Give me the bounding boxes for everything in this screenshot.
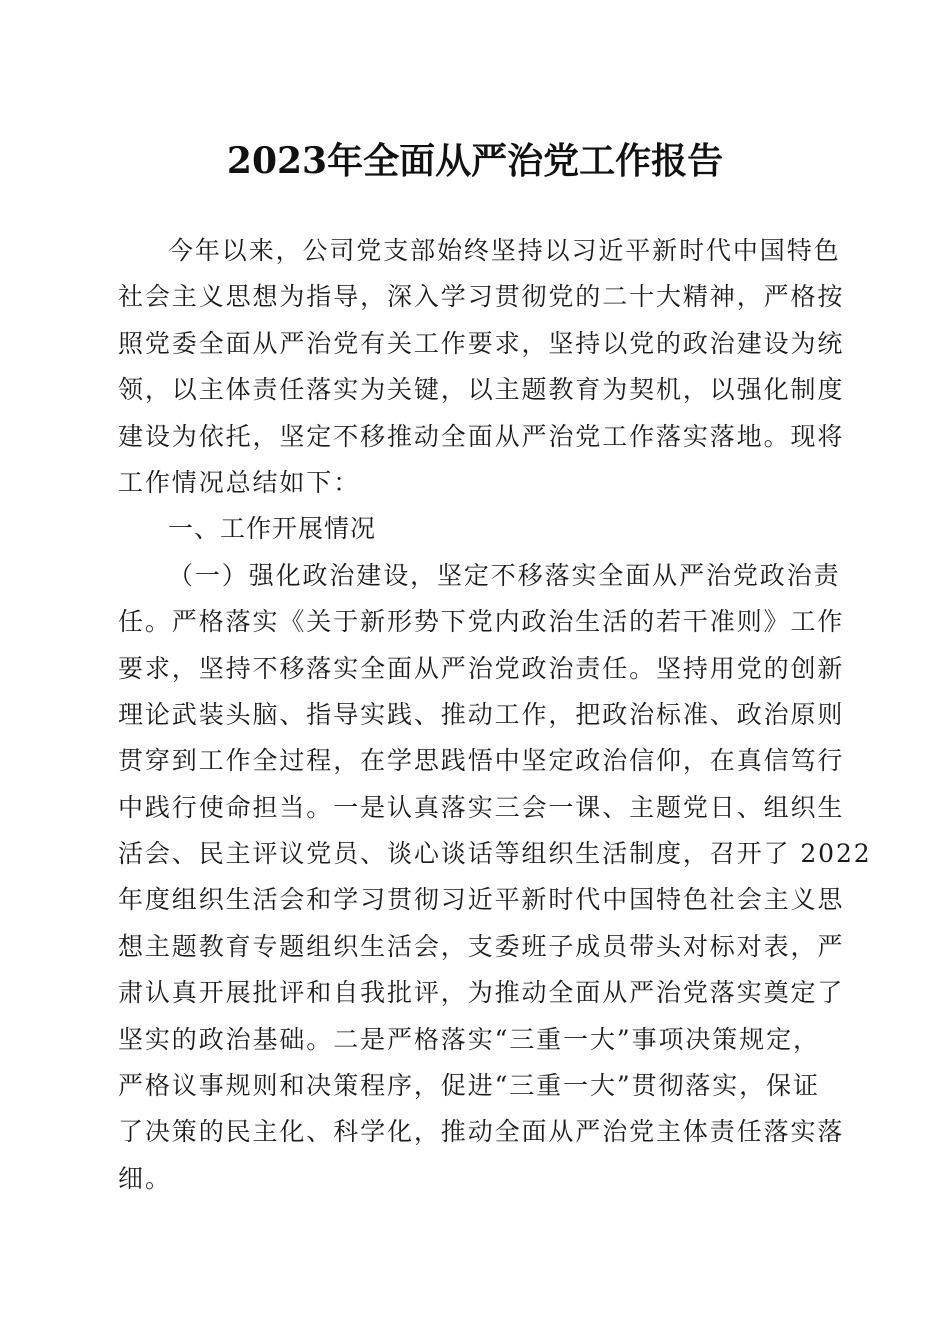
paragraph-line: 肃认真开展批评和自我批评，为推动全面从严治党落实奠定了 [118, 978, 845, 1008]
paragraph-line: 社会主义思想为指导，深入学习贯彻党的二十大精神，严格按 [118, 282, 845, 312]
document-title: 2023年全面从严治党工作报告 [226, 140, 724, 182]
paragraph-line: 照党委全面从严治党有关工作要求，坚持以党的政治建设为统 [118, 328, 845, 358]
paragraph-line: 建设为依托，坚定不移推动全面从严治党工作落实落地。现将 [118, 421, 845, 451]
paragraph-line: 工作情况总结如下： [118, 467, 361, 497]
paragraph-line: 活会、民主评议党员、谈心谈话等组织生活制度，召开了 2022 [118, 839, 872, 869]
document-body [118, 228, 872, 1202]
paragraph-line: 今年以来，公司党支部始终坚持以习近平新时代中国特色 [168, 236, 841, 265]
paragraph-line: 想主题教育专题组织生活会，支委班子成员带头对标对表，严 [118, 931, 845, 961]
paragraph-line: 坚实的政治基础。二是严格落实“三重一大”事项决策规定， [118, 1024, 820, 1054]
paragraph-line: 理论武装头脑、指导实践、推动工作，把政治标准、政治原则 [118, 699, 845, 729]
paragraph-line: 任。严格落实《关于新形势下党内政治生活的若干准则》工作 [118, 607, 845, 637]
section-heading: 一、工作开展情况 [168, 514, 377, 544]
paragraph-line: 要求，坚持不移落实全面从严治党政治责任。坚持用党的创新 [118, 653, 845, 683]
subsection-heading-line: （一）强化政治建设，坚定不移落实全面从严治党政治责 [168, 560, 841, 590]
paragraph-line: 年度组织生活会和学习贯彻习近平新时代中国特色社会主义思 [118, 885, 845, 915]
paragraph-line: 贯穿到工作全过程，在学思践悟中坚定政治信仰，在真信笃行 [118, 746, 845, 776]
paragraph-line: 中践行使命担当。一是认真落实三会一课、主题党日、组织生 [118, 792, 845, 822]
paragraph-line: 了决策的民主化、科学化，推动全面从严治党主体责任落实落 [118, 1117, 845, 1147]
paragraph-line: 严格议事规则和决策程序，促进“三重一大”贯彻落实，保证 [118, 1071, 820, 1101]
paragraph-line: 细。 [118, 1163, 172, 1193]
paragraph-line: 领，以主体责任落实为关键，以主题教育为契机，以强化制度 [118, 375, 845, 405]
